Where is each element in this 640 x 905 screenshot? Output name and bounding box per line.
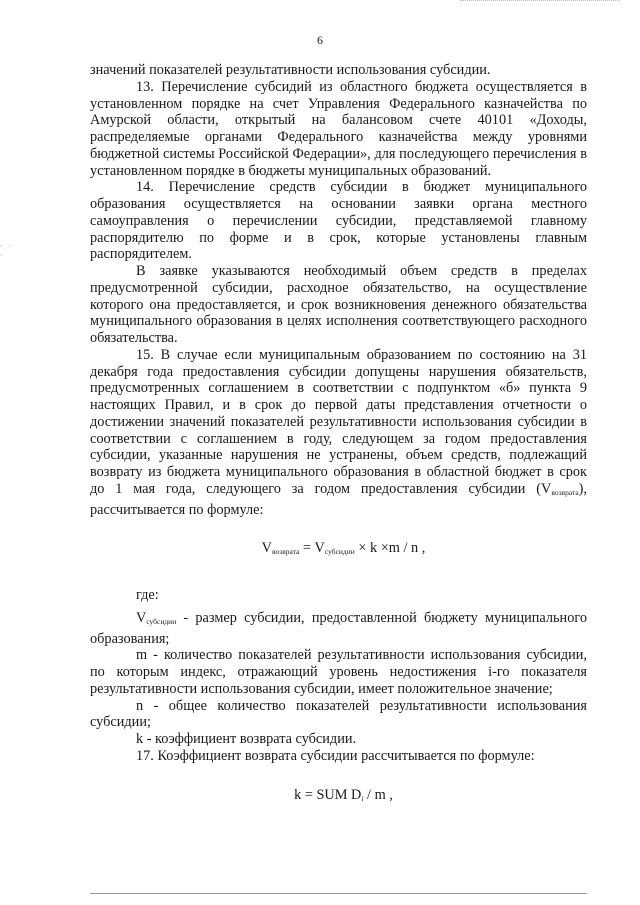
formula-refund-coefficient [90,787,587,808]
definition-v-text: - размер субсидии, предоставленной бюджету муниципального образования; [90,609,587,647]
margin-mark: · · · [0,242,14,260]
formula-1-lhs-subscript: возврата [272,547,300,557]
definition-v-subscript: субсидии [146,616,177,626]
definition-k: k - коэффициент возврата субсидии. [136,731,357,747]
page-number: 6 [317,33,323,47]
formula-1-eq: = V [299,540,325,557]
paragraph-15-tail: ), рассчитывается по формуле: [90,480,587,518]
formula-1-rest: × k ×m / n , [354,540,426,557]
where-label: где: [136,587,159,603]
formula-2-lhs: k = SUM D [294,786,362,803]
paragraph-15 [90,347,587,519]
paragraph-continuation: значений показателей результативности использования субсидии. [90,62,491,78]
definition-v-symbol: V [136,609,147,626]
footer-rule [90,893,587,894]
formula-1-lhs: V [261,540,272,557]
paragraph-14-request: В заявке указываются необходимый объем средств в пределах предусмотренной субсидии, расходное обязательство, на осуществление которого она предоставляется, и срок возникновения денежного обязательства муниципального образования в целях исполнения соответствующего расходного обязательства. [90,263,587,346]
definition-m: m - количество показателей результативности использования субсидии, по которым индекс, отражающий уровень недостижения i-го показателя результативности использования субсидии, имеет положительное значение; [90,647,587,697]
paragraph-15-subscript: возврата [551,487,579,497]
formula-2-subscript: i [361,793,364,803]
paragraph-13: 13. Перечисление субсидий из областного бюджета осуществляется в установленном порядке на счет Управления Федерального казначейства по Амурской области, открытый на балансовом счете 40101 «Доходы, распределяемые органами Федерального казначейства между уровнями бюджетной системы Российской Федерации», для последующего перечисления в установленном порядке в бюджеты муниципальных образований. [90,78,587,179]
formula-2-rest: / m , [363,786,393,803]
paragraph-15-text: 15. В случае если муниципальным образованием по состоянию на 31 декабря года предоставления субсидии допущены нарушения обязательств, предусмотренных соглашением в соответствии с подпунктом «б» пункта 9 настоящих Правил, и в срок до первой даты представления отчетности о достижении значений показателей результативности использования субсидии в соответствии с соглашением в году, следующем за годом предоставления субсидии, указанные нарушения не устранены, объем средств, подлежащий возврату из бюджета муниципального образования в областной бюджет в срок до 1 мая года, следующего за годом предоставления субсидии (V [90,346,587,497]
formula-1-rhs-subscript: субсидии [324,547,355,557]
document-body [90,62,587,807]
paragraph-14: 14. Перечисление средств субсидии в бюджет муниципального образования осуществляется на основании заявки органа местного самоуправления о перечислении субсидии, представляемой главному распорядителю по форме и в срок, которые установлены главным распорядителем. [90,179,587,263]
scan-artifact [460,0,620,3]
definition-n: n - общее количество показателей результативности использования субсидии; [90,697,587,731]
paragraph-17: 17. Коэффициент возврата субсидии рассчитывается по формуле: [136,747,535,764]
formula-refund-volume [90,540,587,561]
definition-v [90,610,587,648]
